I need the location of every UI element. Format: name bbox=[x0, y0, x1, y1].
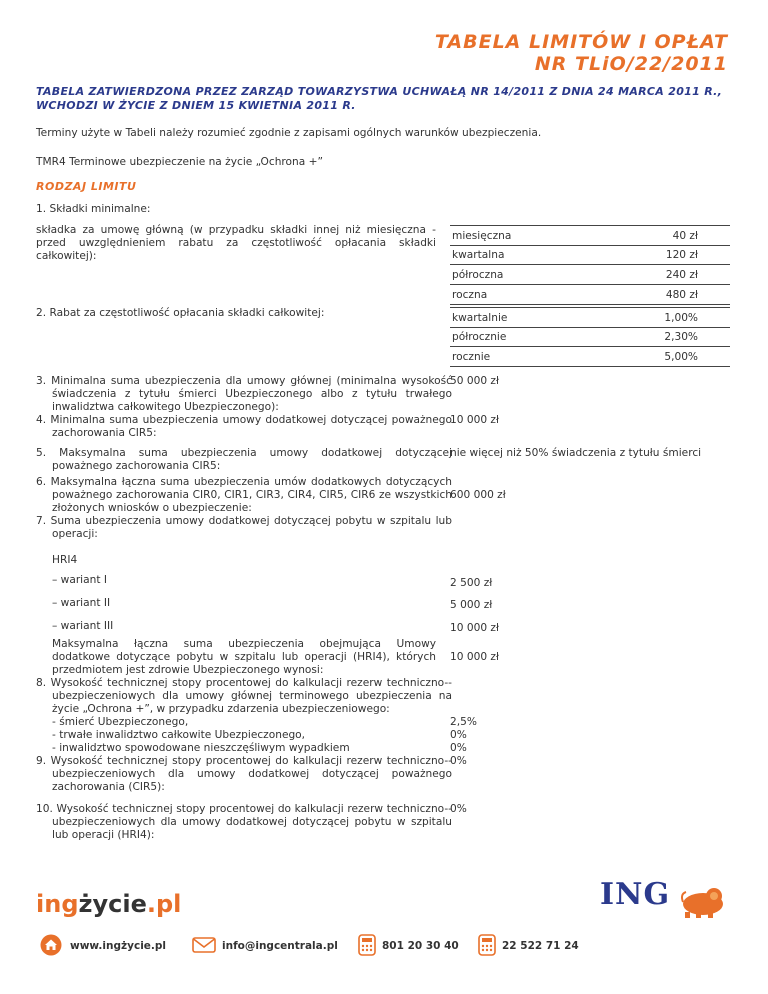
table-row bbox=[450, 225, 730, 246]
premium-frequency: kwartalna bbox=[452, 249, 505, 261]
premium-value: 480 zł bbox=[665, 289, 698, 301]
item-2-label: 2. Rabat za częstotliwość opłacania składki całkowitej: bbox=[36, 307, 325, 319]
phone-icon bbox=[476, 934, 498, 956]
document-number: NR TLiO/22/2011 bbox=[534, 53, 728, 75]
discount-value: 1,00% bbox=[664, 312, 698, 324]
item-3-value: 50 000 zł bbox=[450, 375, 500, 387]
terms-note: Terminy użyte w Tabeli należy rozumieć zgodnie z zapisami ogólnych warunków ubezpieczenia. bbox=[36, 127, 542, 139]
item-4-value: 10 000 zł bbox=[450, 414, 500, 426]
approval-note: TABELA ZATWIERDZONA PRZEZ ZARZĄD TOWARZYSTWA UCHWAŁĄ NR 14/2011 Z DNIA 24 MARCA 2011 R., WCHODZI W ŻYCIE Z DNIEM 15 KWIETNIA 2011 R. bbox=[36, 85, 723, 112]
item-3-label: 3. Minimalna suma ubezpieczenia dla umowy głównej (minimalna wysokość świadczenia z tytułu śmierci Ubezpieczonego albo z tytułu trwałego inwalidztwa całkowitego Ubezpieczonego): bbox=[36, 375, 452, 413]
item-8-c-value: 0% bbox=[450, 742, 467, 754]
discount-value: 2,30% bbox=[664, 331, 698, 343]
item-4-label: 4. Minimalna suma ubezpieczenia umowy dodatkowej dotyczącej poważnego zachorowania CIR5: bbox=[36, 414, 452, 439]
item-6-value: 600 000 zł bbox=[450, 489, 506, 501]
table-row bbox=[450, 327, 730, 347]
variant-1-label: – wariant I bbox=[52, 574, 107, 586]
item-6-label: 6. Maksymalna łączna suma ubezpieczenia umów dodatkowych dotyczących poważnego zachorowania CIR0, CIR1, CIR3, CIR4, CIR5, CIR6 ze wszystkich złożonych wniosków o ubezpieczenie: bbox=[36, 476, 452, 514]
discount-value: 5,00% bbox=[664, 351, 698, 363]
item-9-label: 9. Wysokość technicznej stopy procentowej do kalkulacji rezerw techniczno--ubezpieczeniowych dla umowy dodatkowej dotyczącej poważnego zachorowania (CIR5): bbox=[36, 755, 452, 793]
logo-part-zycie: życie bbox=[78, 890, 147, 918]
item-5-value: nie więcej niż 50% świadczenia z tytułu śmierci bbox=[450, 447, 702, 459]
table-row bbox=[450, 245, 730, 265]
variant-2-value: 5 000 zł bbox=[450, 599, 493, 611]
phone-2-link[interactable]: 22 522 71 24 bbox=[502, 940, 579, 952]
item-10-label: 10. Wysokość technicznej stopy procentowej do kalkulacji rezerw techniczno--ubezpieczeniowych dla umowy dodatkowej dotyczącej pobytu w szpitalu lub operacji (HRI4): bbox=[36, 803, 452, 841]
item-8-b-value: 0% bbox=[450, 729, 467, 741]
logo-part-ing: ing bbox=[36, 890, 79, 918]
email-icon bbox=[192, 934, 216, 956]
section-heading: RODZAJ LIMITU bbox=[36, 180, 137, 193]
item-1-label: 1. Składki minimalne: bbox=[36, 203, 151, 215]
phone-icon bbox=[356, 934, 378, 956]
item-1-desc: składka za umowę główną (w przypadku składki innej niż miesięczna - przed uwzględnieniem rabatu za częstotliwość opłacania składki całkowitej): bbox=[36, 224, 436, 262]
variant-1-value: 2 500 zł bbox=[450, 577, 493, 589]
table-row bbox=[450, 347, 730, 367]
hri4-label: HRI4 bbox=[52, 554, 78, 566]
item-8-a-value: 2,5% bbox=[450, 716, 477, 728]
item-5-label: 5. Maksymalna suma ubezpieczenia umowy dodatkowej dotyczącej poważnego zachorowania CIR5: bbox=[36, 447, 452, 472]
product-name: TMR4 Terminowe ubezpieczenie na życie „Ochrona +” bbox=[36, 156, 323, 168]
ing-brand-logo: ING bbox=[600, 877, 671, 912]
variant-2-label: – wariant II bbox=[52, 597, 111, 609]
discount-frequency: rocznie bbox=[452, 351, 491, 363]
premium-frequency: miesięczna bbox=[452, 230, 512, 242]
item-9-value: 0% bbox=[450, 755, 467, 767]
variant-3-label: – wariant III bbox=[52, 620, 114, 632]
discount-frequency: kwartalnie bbox=[452, 312, 508, 324]
item-8-label: 8. Wysokość technicznej stopy procentowej do kalkulacji rezerw techniczno--ubezpieczeniowych dla umowy głównej terminowego ubezpieczenia na życie „Ochrona +”, w przypadku zdarzenia ubezpieczeniowego: bbox=[36, 677, 452, 715]
item-10-value: 0% bbox=[450, 803, 467, 815]
table-row bbox=[450, 265, 730, 285]
email-link[interactable]: info@ingcentrala.pl bbox=[222, 940, 338, 952]
table-row bbox=[450, 307, 730, 328]
table-row bbox=[450, 285, 730, 305]
page-title: TABELA LIMITÓW I OPŁAT bbox=[434, 31, 728, 53]
premium-frequency: roczna bbox=[452, 289, 488, 301]
item-8-b: - trwałe inwalidztwo całkowite Ubezpieczonego, bbox=[52, 729, 306, 741]
variant-3-value: 10 000 zł bbox=[450, 622, 500, 634]
home-icon bbox=[40, 934, 62, 956]
premium-value: 240 zł bbox=[665, 269, 698, 281]
lion-icon bbox=[680, 884, 726, 918]
phone-1-link[interactable]: 801 20 30 40 bbox=[382, 940, 459, 952]
ingzycie-logo[interactable] bbox=[36, 890, 182, 918]
item-8-a: - śmierć Ubezpieczonego, bbox=[52, 716, 189, 728]
max-hri4-label: Maksymalna łączna suma ubezpieczenia obejmująca Umowy dodatkowe dotyczące pobytu w szpitalu lub operacji (HRI4), których przedmiotem jest zdrowie Ubezpieczonego wynosi: bbox=[52, 638, 436, 676]
item-8-c: - inwalidztwo spowodowane nieszczęśliwym wypadkiem bbox=[52, 742, 350, 754]
item-7-label: 7. Suma ubezpieczenia umowy dodatkowej dotyczącej pobytu w szpitalu lub operacji: bbox=[36, 515, 452, 540]
premium-value: 40 zł bbox=[672, 230, 698, 242]
premium-value: 120 zł bbox=[665, 249, 698, 261]
max-hri4-value: 10 000 zł bbox=[450, 651, 500, 663]
logo-part-pl: .pl bbox=[146, 890, 182, 918]
premium-frequency: półroczna bbox=[452, 269, 504, 281]
discount-frequency: półrocznie bbox=[452, 331, 507, 343]
website-link[interactable]: www.ingżycie.pl bbox=[70, 940, 167, 952]
